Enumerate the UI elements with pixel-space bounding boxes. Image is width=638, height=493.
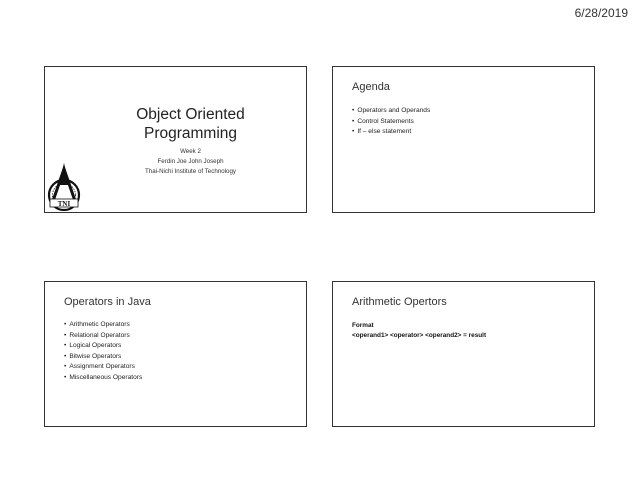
title-line-2: Programming: [143, 125, 238, 142]
slide-operators[interactable]: [44, 281, 307, 427]
logo-text: TNI: [57, 200, 71, 208]
list-item: • Bitwise Operators: [64, 352, 142, 363]
institute-name: Thai-Nichi Institute of Technology: [144, 168, 237, 175]
operators-heading: Operators in Java: [64, 296, 151, 308]
week-label: Week 2: [180, 148, 201, 155]
list-item: • Arithmetic Operators: [64, 320, 142, 331]
slide-agenda[interactable]: [332, 66, 595, 213]
list-item: • Miscellaneous Operators: [64, 373, 142, 384]
author-name: Ferdin Joe John Joseph: [157, 158, 224, 165]
list-item: • Logical Operators: [64, 341, 142, 352]
format-label: Format: [352, 322, 374, 329]
slide-arithmetic[interactable]: [332, 281, 595, 427]
agenda-list: [352, 106, 430, 138]
title-line-1: Object Oriented: [136, 106, 245, 123]
operators-list: [64, 320, 142, 384]
format-expression: <operand1> <operator> <operand2> = result: [352, 332, 487, 339]
list-item: • Control Statements: [352, 117, 430, 128]
slide-title[interactable]: [44, 66, 307, 213]
list-item: • Operators and Operands: [352, 106, 430, 117]
tni-logo: [46, 161, 82, 211]
page-date: 6/28/2019: [574, 6, 628, 20]
slide-title-subtitle: [95, 147, 286, 177]
agenda-heading: Agenda: [352, 81, 390, 93]
list-item: • If – else statement: [352, 127, 430, 138]
list-item: • Relational Operators: [64, 331, 142, 342]
arithmetic-heading: Arithmetic Opertors: [352, 296, 447, 308]
list-item: • Assignment Operators: [64, 362, 142, 373]
slide-title-heading: [95, 105, 286, 143]
